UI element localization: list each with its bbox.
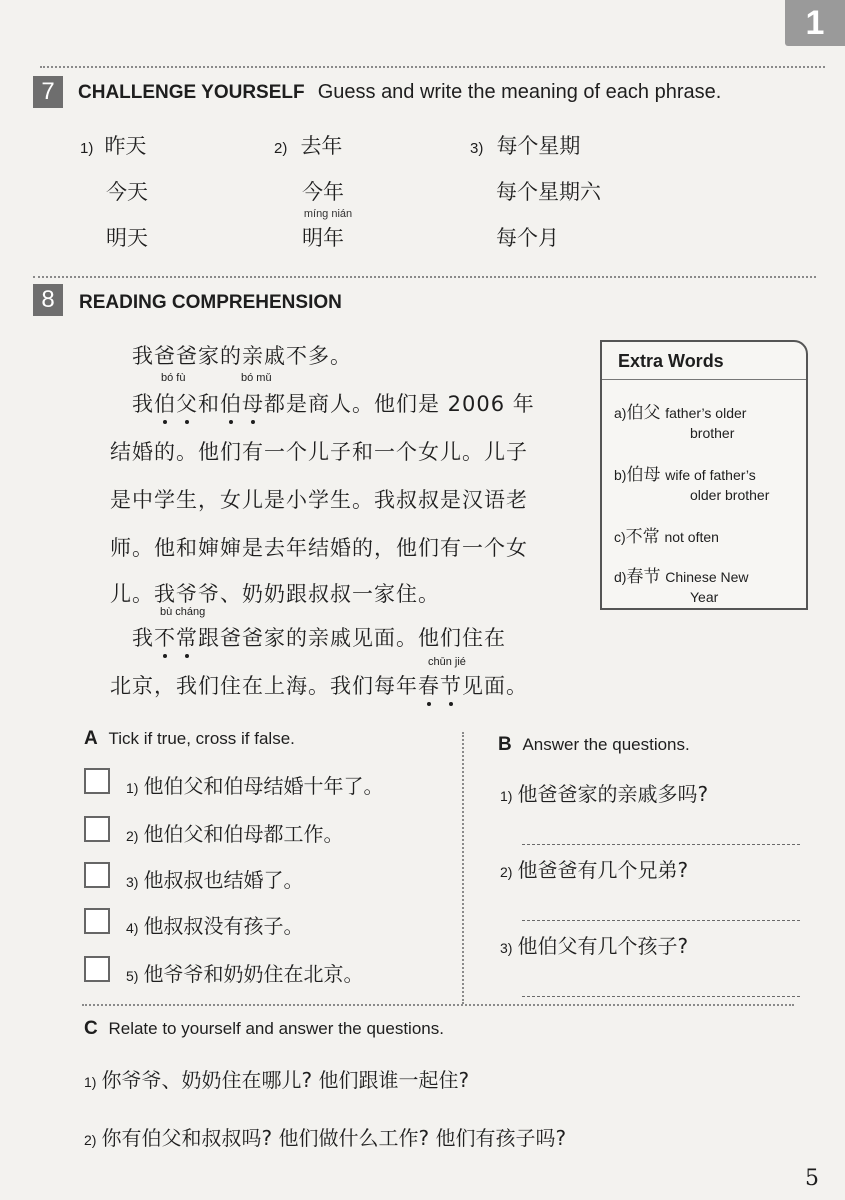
extra-word-definition: wife of father’s <box>665 467 756 483</box>
phrase-group-2 <box>274 130 342 160</box>
phrase: 昨天 <box>104 134 147 158</box>
passage-line: 我爸爸家的亲戚不多。 <box>132 344 352 368</box>
item-number: 2) <box>126 828 139 844</box>
extra-word-definition: Chinese New <box>665 569 749 585</box>
question-text: 他爸爸有几个兄弟? <box>517 858 689 882</box>
phrase: 今年 <box>302 180 344 204</box>
item-number: 1) <box>500 788 513 804</box>
phrase: 明天 <box>106 226 148 250</box>
extra-word-item <box>614 460 804 503</box>
true-false-checkbox[interactable] <box>84 816 110 842</box>
group-number: 1) <box>80 140 94 157</box>
pinyin: bù cháng <box>160 606 206 618</box>
extra-word-item <box>614 522 804 547</box>
passage-line: 师。他和婶婶是去年结婚的，他们有一个女 <box>110 536 528 560</box>
question-text: 你爷爷、奶奶住在哪儿? 他们跟谁一起住? <box>101 1068 470 1092</box>
pinyin: chūn jié <box>428 656 466 668</box>
phrase-group-3 <box>470 130 580 160</box>
statement <box>126 958 364 987</box>
passage-text: 见面。 <box>462 674 528 698</box>
item-number: 3) <box>500 940 513 956</box>
passage-text: 和 <box>198 392 220 416</box>
extra-word-item <box>614 398 804 441</box>
statement-text: 他伯父和伯母结婚十年了。 <box>143 774 384 798</box>
statement <box>126 910 304 939</box>
phrase: 每个星期六 <box>496 180 601 204</box>
extra-word-definition: Year <box>690 589 719 605</box>
passage-line: 结婚的。他们有一个儿子和一个女儿。儿子 <box>110 440 528 464</box>
passage-text: 跟爸爸家的亲戚见面。他们住在 <box>198 626 506 650</box>
pinyin: bó fù <box>161 372 186 384</box>
question-text: 他爸爸家的亲戚多吗? <box>517 782 709 806</box>
passage-line <box>110 670 528 700</box>
item-number: 2) <box>84 1132 97 1148</box>
extra-word-definition: father’s older <box>665 405 747 421</box>
statement-text: 他爷爷和奶奶住在北京。 <box>143 962 364 986</box>
extra-word-definition: not often <box>664 529 719 545</box>
phrase: 每个月 <box>496 226 559 250</box>
true-false-checkbox[interactable] <box>84 862 110 888</box>
passage-line <box>132 622 506 652</box>
extra-word-term: 伯父 <box>626 403 661 423</box>
item-number: 1) <box>126 780 139 796</box>
section-8-title: READING COMPREHENSION <box>79 292 342 313</box>
passage-text: 都是商人。他们是 2006 年 <box>264 392 535 416</box>
section-7-subtitle: Guess and write the meaning of each phrase. <box>317 81 722 103</box>
part-b-heading <box>498 734 690 756</box>
section-7-heading <box>78 81 721 104</box>
phrase-group-1 <box>80 130 146 160</box>
phrase: 明年 <box>302 226 344 250</box>
part-letter: B <box>498 734 512 755</box>
item-label: a) <box>614 405 627 421</box>
question <box>500 854 688 883</box>
item-number: 1) <box>84 1074 97 1090</box>
dotted-char: 母 <box>242 388 264 418</box>
part-letter: A <box>84 728 98 749</box>
dotted-char: 节 <box>440 670 462 700</box>
passage-text: 我 <box>132 626 154 650</box>
question <box>500 930 688 959</box>
part-letter: C <box>84 1018 98 1039</box>
extra-words-box <box>600 340 808 610</box>
divider <box>40 66 825 68</box>
true-false-checkbox[interactable] <box>84 768 110 794</box>
section-8-number: 8 <box>33 284 63 316</box>
statement <box>126 818 344 847</box>
extra-word-term: 春节 <box>626 567 661 587</box>
item-label: c) <box>614 529 626 545</box>
item-label: b) <box>614 467 627 483</box>
extra-words-title: Extra Words <box>602 342 806 380</box>
column-divider <box>462 732 464 1004</box>
dotted-char: 伯 <box>220 388 242 418</box>
question <box>84 1064 469 1093</box>
passage-line: 儿。我爷爷、奶奶跟叔叔一家住。 <box>110 582 440 606</box>
passage-line <box>132 388 535 418</box>
group-number: 2) <box>274 140 288 157</box>
extra-word-item <box>614 562 804 605</box>
item-number: 5) <box>126 968 139 984</box>
phrase: 今天 <box>106 180 148 204</box>
part-instruction: Answer the questions. <box>522 735 690 754</box>
answer-line[interactable] <box>522 844 800 845</box>
page-number: 5 <box>805 1166 819 1191</box>
pinyin: bó mǔ <box>241 372 272 384</box>
divider <box>82 1004 794 1006</box>
section-7-title: CHALLENGE YOURSELF <box>78 82 305 103</box>
true-false-checkbox[interactable] <box>84 956 110 982</box>
part-a-heading <box>84 728 295 750</box>
section-7-number: 7 <box>33 76 63 108</box>
pinyin: míng nián <box>303 208 353 220</box>
phrase: 去年 <box>300 134 343 158</box>
dotted-char: 常 <box>176 622 198 652</box>
statement-text: 他伯父和伯母都工作。 <box>143 822 344 846</box>
dotted-char: 父 <box>176 388 198 418</box>
item-number: 3) <box>126 874 139 890</box>
part-instruction: Relate to yourself and answer the questions. <box>108 1019 444 1038</box>
extra-word-definition: brother <box>690 425 735 441</box>
passage-line: 是中学生，女儿是小学生。我叔叔是汉语老 <box>110 488 528 512</box>
true-false-checkbox[interactable] <box>84 908 110 934</box>
question-text: 你有伯父和叔叔吗? 他们做什么工作? 他们有孩子吗? <box>101 1126 567 1150</box>
extra-word-term: 伯母 <box>626 465 661 485</box>
statement-text: 他叔叔没有孩子。 <box>143 914 304 938</box>
item-number: 2) <box>500 864 513 880</box>
question <box>84 1122 566 1151</box>
phrase: 每个星期 <box>496 134 581 158</box>
item-label: d) <box>614 569 627 585</box>
part-c-heading <box>84 1018 444 1040</box>
passage-text: 北京，我们住在上海。我们每年 <box>110 674 418 698</box>
statement <box>126 864 304 893</box>
passage-text: 我 <box>132 392 154 416</box>
item-number: 4) <box>126 920 139 936</box>
group-number: 3) <box>470 140 484 157</box>
answer-line[interactable] <box>522 920 800 921</box>
answer-line[interactable] <box>522 996 800 997</box>
dotted-char: 伯 <box>154 388 176 418</box>
statement <box>126 770 384 799</box>
dotted-char: 春 <box>418 670 440 700</box>
extra-word-definition: older brother <box>690 487 770 503</box>
dotted-char: 不 <box>154 622 176 652</box>
extra-word-term: 不常 <box>625 527 660 547</box>
statement-text: 他叔叔也结婚了。 <box>143 868 304 892</box>
question <box>500 778 708 807</box>
divider <box>33 276 816 278</box>
question-text: 他伯父有几个孩子? <box>517 934 689 958</box>
chapter-tab: 1 <box>785 0 845 46</box>
part-instruction: Tick if true, cross if false. <box>108 729 295 748</box>
